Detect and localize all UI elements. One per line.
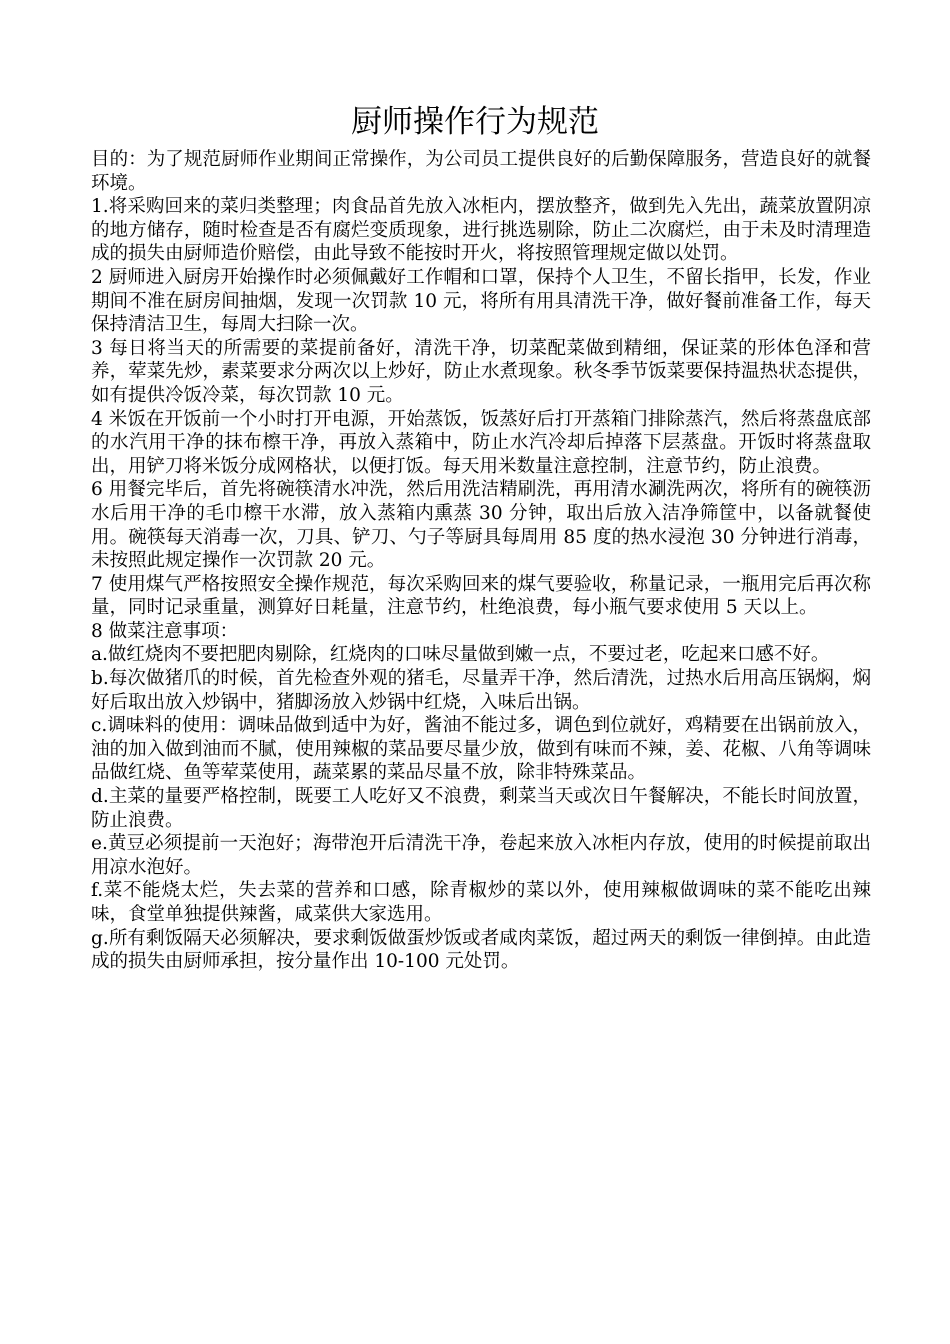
item-e-paragraph: e.黄豆必须提前一天泡好；海带泡开后清洗干净，卷起来放入冰柜内存放，使用的时候提前取出用凉水泡好。 <box>91 833 871 878</box>
rule-3-paragraph: 3 每日将当天的所需要的菜提前备好，清洗干净，切菜配菜做到精细，保证菜的形体色泽和营养，荤菜先炒，素菜要求分两次以上炒好，防止水煮现象。秋冬季节饭菜要保持温热状态提供，如有提供冷饭冷菜，每次罚款 10 元。 <box>91 337 871 406</box>
item-g-paragraph: g.所有剩饭隔天必须解决，要求剩饭做蛋炒饭或者咸肉菜饭，超过两天的剩饭一律倒掉。由此造成的损失由厨师承担，按分量作出 10-100 元处罚。 <box>91 927 871 973</box>
rule-1-paragraph: 1.将采购回来的菜归类整理；肉食品首先放入冰柜内，摆放整齐，做到先入先出，蔬菜放置阴凉的地方储存，随时检查是否有腐烂变质现象，进行挑选剔除，防止二次腐烂，由于未及时清理造成的损失由厨师造价赔偿，由此导致不能按时开火，将按照管理规定做以处罚。 <box>91 196 871 265</box>
purpose-paragraph: 目的：为了规范厨师作业期间正常操作，为公司员工提供良好的后勤保障服务，营造良好的就餐环境。 <box>91 149 871 194</box>
item-f-paragraph: f.菜不能烧太烂，失去菜的营养和口感，除青椒炒的菜以外，使用辣椒做调味的菜不能吃出辣味，食堂单独提供辣酱，咸菜供大家选用。 <box>91 880 871 925</box>
rule-8-heading: 8 做菜注意事项： <box>91 620 239 642</box>
rule-4-paragraph: 4 米饭在开饭前一个小时打开电源，开始蒸饭，饭蒸好后打开蒸箱门排除蒸汽，然后将蒸盘底部的水汽用干净的抹布檫干净，再放入蒸箱中，防止水汽冷却后掉落下层蒸盘。开饭时将蒸盘取出，用铲刀将米饭分成网格状，以便打饭。每天用米数量注意控制，注意节约，防止浪费。 <box>91 408 871 477</box>
rule-2-paragraph: 2 厨师进入厨房开始操作时必须佩戴好工作帽和口罩，保持个人卫生，不留长指甲，长发，作业期间不准在厨房间抽烟，发现一次罚款 10 元，将所有用具清洗干净，做好餐前准备工作，每天保持清洁卫生，每周大扫除一次。 <box>91 266 871 336</box>
item-a-paragraph: a.做红烧肉不要把肥肉剔除，红烧肉的口味尽量做到嫩一点，不要过老，吃起来口感不好。 <box>91 644 830 666</box>
rule-7-paragraph: 7 使用煤气严格按照安全操作规范，每次采购回来的煤气要验收，称量记录，一瓶用完后再次称量，同时记录重量，测算好日耗量，注意节约，杜绝浪费，每小瓶气要求使用 5 天以上。 <box>91 573 871 619</box>
item-b-paragraph: b.每次做猪爪的时候，首先检查外观的猪毛，尽量弄干净，然后清洗，过热水后用高压锅焖，焖好后取出放入炒锅中，猪脚汤放入炒锅中红烧，入味后出锅。 <box>91 668 871 713</box>
document-title: 厨师操作行为规范 <box>351 104 599 140</box>
item-c-paragraph: c.调味料的使用：调味品做到适中为好，酱油不能过多，调色到位就好，鸡精要在出锅前放入，油的加入做到油而不腻，使用辣椒的菜品要尽量少放，做到有味而不辣，姜、花椒、八角等调味品做红烧、鱼等荤菜使用，蔬菜累的菜品尽量不放，除非特殊菜品。 <box>91 715 871 784</box>
item-d-paragraph: d.主菜的量要严格控制，既要工人吃好又不浪费，剩菜当天或次日午餐解决，不能长时间放置，防止浪费。 <box>91 786 871 831</box>
document-body <box>91 148 871 974</box>
rule-6-paragraph: 6 用餐完毕后，首先将碗筷清水冲洗，然后用洗洁精刷洗，再用清水涮洗两次，将所有的碗筷沥水后用干净的毛巾檫干水滞，放入蒸箱内熏蒸 30 分钟，取出后放入洁净筛筐中，以备就餐使用。碗筷每天消毒一次，刀具、铲刀、勺子等厨具每周用 85 度的热水浸泡 30 分钟进行消毒，未按照此规定操作一次罚款 20 元。 <box>91 479 871 572</box>
